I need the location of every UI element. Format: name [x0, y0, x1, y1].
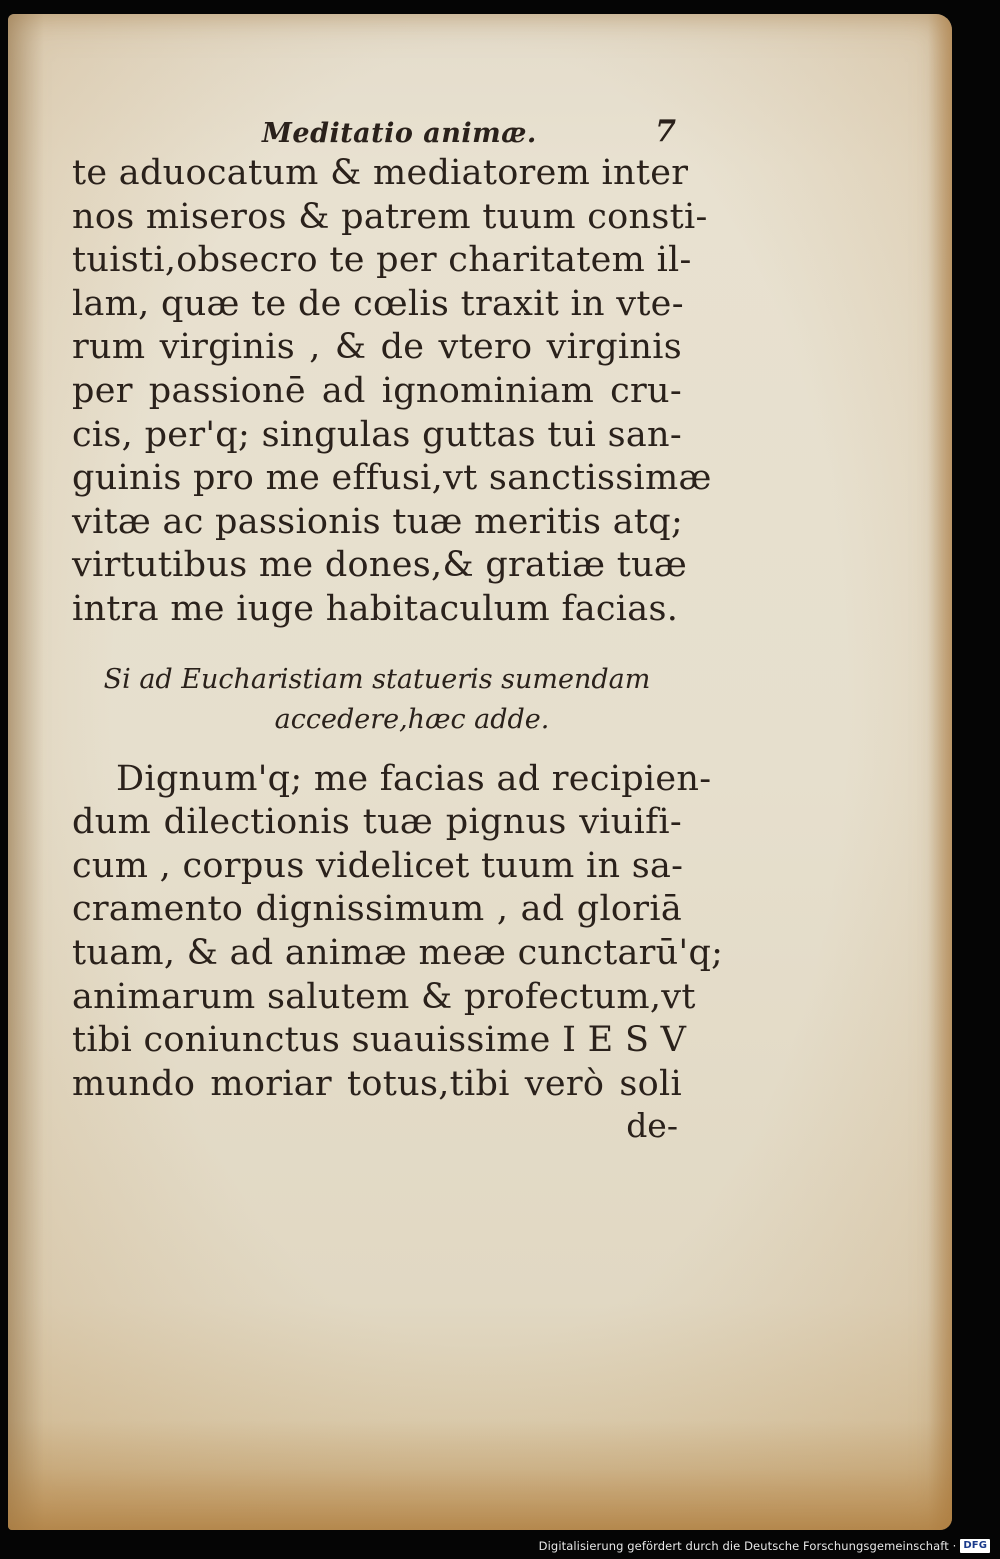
- running-head: [72, 114, 682, 152]
- text-line: tibi coniunctus suauissime I E S V: [72, 1020, 687, 1061]
- text-block: [72, 114, 724, 1146]
- text-line: cum , corpus videlicet tuum in sa-: [72, 845, 684, 886]
- text-line: animarum salutem & profectum,vt: [72, 976, 696, 1017]
- book-page: [8, 14, 952, 1530]
- text-line: te aduocatum & mediatorem inter: [72, 153, 689, 193]
- text-line: Dignum'q; me facias ad recipien-: [116, 758, 712, 799]
- text-line: intra me iuge habitaculum facias.: [72, 588, 679, 629]
- rubric-line: Si ad Eucharistiam statueris sumendam: [103, 663, 651, 695]
- dfg-logo-icon: DFG: [960, 1539, 990, 1553]
- text-line: tuisti,obsecro te per charitatem il-: [72, 240, 692, 281]
- credit-text: Digitalisierung gefördert durch die Deutsche Forschungsgemeinschaft ·: [538, 1539, 957, 1553]
- text-line: rum virginis , & de vtero virginis: [72, 327, 682, 368]
- paragraph-1: [72, 152, 712, 632]
- text-line: vitæ ac passionis tuæ meritis atq;: [72, 501, 684, 542]
- text-line: virtutibus me dones,& gratiæ tuæ: [72, 545, 688, 586]
- paragraph-2: [72, 758, 724, 1147]
- page-gutter-shadow: [8, 14, 44, 1530]
- page-bottom-stain: [8, 1420, 952, 1530]
- rubric-line: accedere,hæc adde.: [274, 703, 550, 735]
- text-line: guinis pro me effusi,vt sanctissimæ: [72, 458, 712, 499]
- rubric: [72, 660, 682, 740]
- folio-number: 7: [655, 114, 676, 149]
- text-line: per passionē ad ignominiam cru-: [72, 370, 682, 411]
- page-edge-stain: [928, 14, 952, 1530]
- text-line: cis, per'q; singulas guttas tui san-: [72, 414, 682, 455]
- text-line: nos miseros & patrem tuum consti-: [72, 196, 708, 237]
- digitization-credit: [539, 1539, 990, 1553]
- text-line: lam, quæ te de cœlis traxit in vte-: [72, 283, 684, 324]
- catchword: de-: [626, 1106, 678, 1146]
- running-title: Meditatio animæ.: [262, 118, 537, 149]
- text-line: cramento dignissimum , ad gloriā: [72, 889, 682, 930]
- text-line: mundo moriar totus,tibi verò soli: [72, 1063, 682, 1104]
- text-line: dum dilectionis tuæ pignus viuifi-: [72, 802, 682, 843]
- text-line: tuam, & ad animæ meæ cunctarū'q;: [72, 932, 724, 973]
